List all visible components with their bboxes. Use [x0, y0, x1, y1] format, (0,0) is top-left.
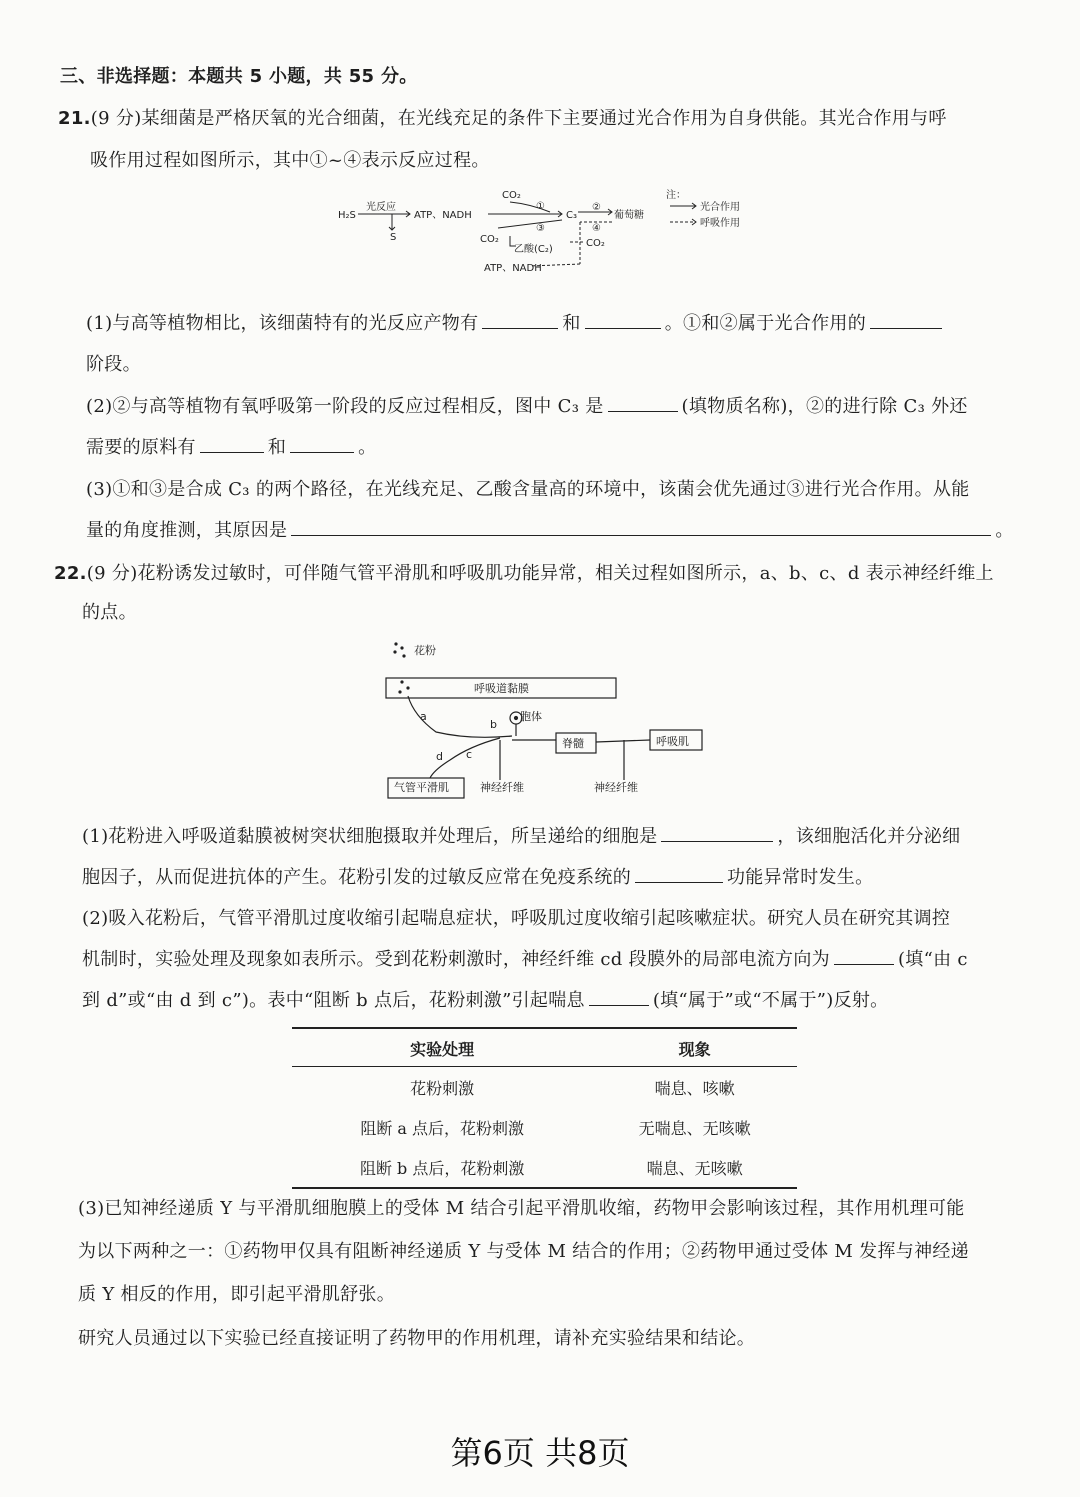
co2-left-label: CO₂	[480, 234, 499, 245]
experiment-table	[292, 1027, 797, 1189]
q22-blank-1[interactable]	[661, 825, 773, 842]
point-d: d	[436, 750, 443, 763]
q21-part2-text-d: 和	[267, 437, 287, 458]
q21-blank-4[interactable]	[608, 395, 678, 412]
q21-part3-text-a: 量的角度推测，其原因是	[86, 520, 288, 541]
q22-part2-text-a: 机制时，实验处理及现象如表所示。受到花粉刺激时，神经纤维 cd 段膜外的局部电流方向为	[82, 949, 830, 970]
q21-blank-3[interactable]	[870, 312, 942, 329]
q22-blank-3[interactable]	[834, 948, 894, 965]
q22-part2-line2	[82, 945, 968, 971]
section-heading: 三、非选择题：本题共 5 小题，共 55 分。	[60, 66, 418, 87]
q22-part3-line1: (3)已知神经递质 Y 与平滑肌细胞膜上的受体 M 结合引起平滑肌收缩，药物甲会影响该过程，其作用机理可能	[78, 1198, 965, 1219]
legend-photo-label: 光合作用	[700, 202, 740, 213]
q22-part1-text-b: ，该细胞活化并分泌细	[777, 826, 961, 847]
q22-part2-line1: (2)吸入花粉后，气管平滑肌过度收缩引起喘息症状，呼吸肌过度收缩引起咳嗽症状。研究人员在研究其调控	[82, 908, 951, 929]
q22-part2-line3	[82, 986, 888, 1012]
q21-stem-line1	[58, 104, 947, 130]
q21-blank-7[interactable]	[291, 519, 991, 536]
spinal-cord-label: 脊髓	[562, 737, 584, 750]
page-number-footer: 第6页 共8页	[450, 1434, 630, 1472]
q21-blank-1[interactable]	[482, 312, 558, 329]
q22-part4-line1: 研究人员通过以下实验已经直接证明了药物甲的作用机理，请补充实验结果和结论。	[78, 1328, 756, 1349]
table-header-treatment: 实验处理	[292, 1028, 592, 1067]
q21-part2-text-a: (2)②与高等植物有氧呼吸第一阶段的反应过程相反，图中 C₃ 是	[86, 396, 604, 417]
q21-blank-6[interactable]	[290, 436, 354, 453]
legend-resp-label: 呼吸作用	[700, 218, 740, 229]
nerve-fiber-label-1: 神经纤维	[480, 781, 524, 794]
q22-part3-line2: 为以下两种之一：①药物甲仅具有阻断神经递质 Y 与受体 M 结合的作用；②药物甲通过受体 M 发挥与神经递	[78, 1241, 969, 1262]
q22-part1-line2	[82, 863, 873, 889]
q21-stem-text: (9 分)某细菌是严格厌氧的光合细菌，在光线充足的条件下主要通过光合作用为自身供能。其光合作用与呼	[90, 108, 947, 129]
resp-muscle-label: 呼吸肌	[656, 735, 689, 748]
smooth-muscle-label: 气管平滑肌	[394, 781, 449, 794]
q22-part1-line1	[82, 822, 960, 848]
point-a: a	[420, 710, 427, 723]
q21-part2-text-b: (填物质名称)，②的进行除 C₃ 外还	[681, 396, 968, 417]
q21-part2-line1	[86, 392, 968, 418]
q21-part1-text-a: (1)与高等植物相比，该细菌特有的光反应产物有	[86, 313, 479, 334]
q22-stem-line2: 的点。	[82, 602, 137, 623]
step1-label: ①	[536, 201, 545, 212]
q21-part3-line2	[86, 516, 1014, 542]
q21-blank-5[interactable]	[200, 436, 264, 453]
q22-blank-2[interactable]	[635, 866, 723, 883]
pollen-label: 花粉	[414, 644, 436, 657]
cell-body-label: 胞体	[520, 710, 542, 723]
s-label: S	[390, 232, 397, 243]
q21-part3-line1: (3)①和③是合成 C₃ 的两个路径，在光线充足、乙酸含量高的环境中，该菌会优先通过③进行光合作用。从能	[86, 479, 970, 500]
table-header-row	[292, 1028, 797, 1067]
q21-part1-text-b: 和	[562, 313, 581, 334]
atp-nadh-bottom-label: ATP、NADH	[484, 263, 542, 274]
q22-part1-text-a: (1)花粉进入呼吸道黏膜被树突状细胞摄取并处理后，所呈递给的细胞是	[82, 826, 658, 847]
c3-label: C₃	[566, 210, 577, 221]
q22-part2-text-c: 到 d”或“由 d 到 c”)。表中“阻断 b 点后，花粉刺激”引起喘息	[82, 990, 585, 1011]
q21-part1-line2: 阶段。	[86, 354, 141, 375]
q22-number: 22.	[54, 563, 87, 584]
table-row	[292, 1147, 797, 1188]
mucosa-label: 呼吸道黏膜	[474, 682, 529, 695]
glucose-label: 葡萄糖	[614, 210, 644, 221]
q21-part1-text-c: 。①和②属于光合作用的	[664, 313, 867, 334]
q21-part2-line2	[86, 433, 376, 459]
acetate-label: 乙酸(C₂)	[514, 244, 553, 255]
q21-blank-2[interactable]	[585, 312, 661, 329]
q21-part3-text-b: 。	[995, 520, 1014, 541]
q22-part1-text-d: 功能异常时发生。	[727, 867, 874, 888]
light-reaction-label: 光反应	[366, 202, 396, 213]
q21-number: 21.	[58, 108, 91, 129]
nerve-fiber-label-2: 神经纤维	[594, 781, 638, 794]
q22-part2-text-b: (填“由 c	[897, 949, 968, 970]
q21-pathway-diagram	[330, 184, 760, 279]
q22-part2-text-d: (填“属于”或“不属于”)反射。	[652, 990, 889, 1011]
q21-stem-line2: 吸作用过程如图所示，其中①~④表示反应过程。	[90, 150, 490, 171]
q22-part1-text-c: 胞因子，从而促进抗体的产生。花粉引发的过敏反应常在免疫系统的	[82, 867, 631, 888]
q21-part2-text-c: 需要的原料有	[86, 437, 196, 458]
q22-stem-line1	[54, 559, 994, 585]
co2-right-label: CO₂	[586, 238, 605, 249]
table-cell: 喘息、咳嗽	[654, 1079, 735, 1098]
table-row	[292, 1107, 797, 1147]
step4-label: ④	[592, 223, 601, 234]
step2-label: ②	[592, 202, 601, 213]
step3-label: ③	[536, 223, 545, 234]
table-row	[292, 1067, 797, 1108]
legend-title: 注：	[666, 190, 686, 201]
table-header-phenomenon: 现象	[592, 1028, 797, 1067]
q22-blank-4[interactable]	[589, 989, 649, 1006]
co2-top-label: CO₂	[502, 190, 521, 201]
point-b: b	[490, 718, 497, 731]
h2s-label: H₂S	[338, 210, 356, 221]
table-cell: 无喘息、无咳嗽	[638, 1119, 751, 1138]
point-c: c	[466, 748, 473, 761]
q21-part2-text-e: 。	[358, 437, 377, 458]
q21-part1-line1	[86, 309, 946, 335]
q22-reflex-diagram	[380, 636, 720, 800]
table-cell: 花粉刺激	[410, 1079, 475, 1098]
q22-stem-text: (9 分)花粉诱发过敏时，可伴随气管平滑肌和呼吸肌功能异常，相关过程如图所示，a、b、c、d 表示神经纤维上	[86, 563, 994, 584]
q22-part3-line3: 质 Y 相反的作用，即引起平滑肌舒张。	[78, 1284, 396, 1305]
table-cell: 阻断 b 点后，花粉刺激	[292, 1147, 592, 1188]
atp-nadh-label: ATP、NADH	[414, 210, 472, 221]
table-cell: 喘息、无咳嗽	[592, 1147, 797, 1188]
table-cell: 阻断 a 点后，花粉刺激	[360, 1119, 525, 1138]
